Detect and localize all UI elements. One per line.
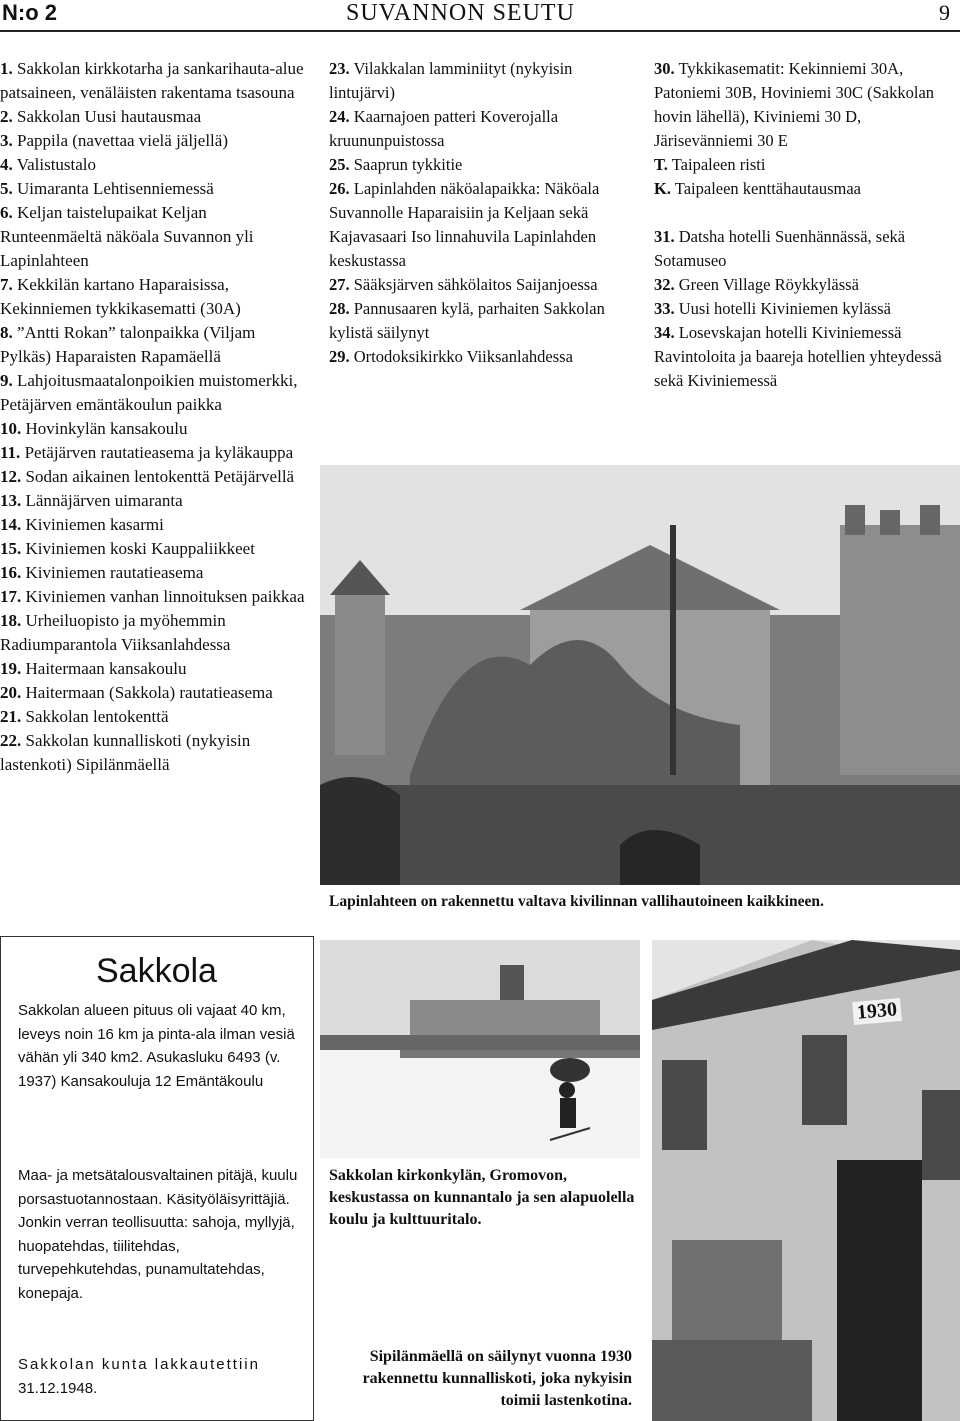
- list-item-text: Vilakkalan lamminiityt (nykyisin lintujärvi): [329, 59, 573, 102]
- list-item: [329, 177, 629, 273]
- list-item-number: 17.: [0, 587, 22, 606]
- village-photo: [320, 940, 640, 1158]
- list-item: [0, 489, 310, 513]
- list-item-text: Pappila (navettaa vielä jäljellä): [12, 131, 228, 150]
- box-title: Sakkola: [96, 952, 217, 990]
- list-item-number: 23.: [329, 59, 350, 78]
- box-economy: Maa- ja metsätalousvaltainen pitäjä, kuulu porsastuotannostaan. Käsityöläisyrittäjiä. Jonkin verran teollisuutta: sahoja, myllyjä, huopatehdas, tiilitehdas, turvepehkutehdas, punamultatehdas, konepaja.: [18, 1167, 298, 1302]
- box-closing-line: Sakkolan kunta lakkautettiin: [18, 1356, 260, 1373]
- sites-list-3a: [654, 57, 954, 201]
- list-item-number: 10.: [0, 419, 22, 438]
- list-item-text: Kiviniemen koski Kauppaliikkeet: [21, 539, 255, 558]
- list-item-text: Kekkilän kartano Haparaisissa, Kekinniemen tykkikasematti (30A): [0, 275, 241, 318]
- list-item-number: 31.: [654, 227, 675, 246]
- list-item-number: 22.: [0, 731, 22, 750]
- castle-caption: Lapinlahteen on rakennettu valtava kivilinnan vallihautoineen kaikkineen.: [329, 893, 824, 910]
- list-item-text: Sakkolan kirkkotarha ja sankarihauta-alue patsaineen, venäläisten rakentama tsasouna: [0, 59, 304, 102]
- box-closing-date: 31.12.1948.: [18, 1380, 98, 1397]
- list-item: [0, 105, 310, 129]
- list-item: [0, 153, 310, 177]
- list-item: [654, 225, 954, 273]
- list-item-text: Kiviniemen vanhan linnoituksen paikkaa: [21, 587, 305, 606]
- list-item-text: Tykkikasematit: Kekinniemi 30A, Patoniemi 30B, Hoviniemi 30C (Sakkolan hovin lähellä), Kiviniemi 30 D, Järisevänniemi 30 E: [654, 59, 935, 150]
- list-item-text: Petäjärven rautatieasema ja kyläkauppa: [20, 443, 294, 462]
- list-item-text: Haitermaan (Sakkola) rautatieasema: [21, 683, 273, 702]
- list-item-text: Uimaranta Lehtisenniemessä: [12, 179, 214, 198]
- list-item: [0, 129, 310, 153]
- list-item: [654, 297, 954, 321]
- list-item: [0, 729, 310, 777]
- list-item-text: Keljan taistelupaikat Keljan Runteenmäeltä näköala Suvannon yli Lapinlahteen: [0, 203, 254, 270]
- list-item-number: 1.: [0, 59, 13, 78]
- list-item: [654, 321, 954, 393]
- list-item-text: Lapinlahden näköalapaikka: Näköala Suvannolle Haparaisiin ja Keljaan sekä Kajavasaari Iso linnahuvila Lapinlahden keskustassa: [329, 179, 600, 270]
- list-item-number: 2.: [0, 107, 13, 126]
- list-item-text: Pannusaaren kylä, parhaiten Sakkolan kylistä säilynyt: [329, 299, 605, 342]
- list-item-text: Losevskajan hotelli Kiviniemessä Ravintoloita ja baareja hotellien yhteydessä sekä Kiviniemessä: [654, 323, 942, 390]
- list-item-number: 16.: [0, 563, 22, 582]
- list-item-text: Hovinkylän kansakoulu: [21, 419, 188, 438]
- list-item: [0, 585, 310, 609]
- sites-list-1: [0, 57, 310, 777]
- list-item-number: 33.: [654, 299, 675, 318]
- list-item-number: 7.: [0, 275, 13, 294]
- list-item-number: 26.: [329, 179, 350, 198]
- list-item-text: Kiviniemen rautatieasema: [21, 563, 204, 582]
- list-item-text: Urheiluopisto ja myöhemmin Radiumparantola Viiksanlahdessa: [0, 611, 231, 654]
- list-item-text: Ortodoksikirkko Viiksanlahdessa: [349, 347, 573, 366]
- list-item-number: 25.: [329, 155, 350, 174]
- list-item-number: 20.: [0, 683, 22, 702]
- list-item: [0, 657, 310, 681]
- list-item: [0, 57, 310, 105]
- list-item: [0, 369, 310, 417]
- list-item-text: Datsha hotelli Suenhännässä, sekä Sotamuseo: [654, 227, 906, 270]
- list-item: [329, 57, 629, 105]
- page-header: [0, 0, 960, 30]
- list-item-text: Sodan aikainen lentokenttä Petäjärvellä: [21, 467, 295, 486]
- list-item-text: Kaarnajoen patteri Koverojalla kruununpuistossa: [329, 107, 559, 150]
- list-item: [0, 537, 310, 561]
- page-number: 9: [939, 0, 950, 25]
- list-item: [654, 177, 954, 201]
- list-item-number: 9.: [0, 371, 13, 390]
- newspaper-title: SUVANNON SEUTU: [346, 0, 575, 26]
- village-caption: Sakkolan kirkonkylän, Gromovon, keskustassa on kunnantalo ja sen alapuolella koulu ja kulttuuritalo.: [329, 1167, 635, 1228]
- house-year-sign: 1930: [852, 998, 902, 1025]
- list-item-number: 5.: [0, 179, 13, 198]
- sites-list-3b: [654, 225, 954, 393]
- sites-list-3: [654, 57, 954, 393]
- list-item-text: Sakkolan Uusi hautausmaa: [12, 107, 202, 126]
- list-item-text: Haitermaan kansakoulu: [21, 659, 187, 678]
- list-item: [0, 321, 310, 369]
- header-rule: [0, 30, 960, 32]
- list-item-number: 14.: [0, 515, 22, 534]
- list-item-text: Uusi hotelli Kiviniemen kylässä: [674, 299, 891, 318]
- list-item-text: Taipaleen risti: [667, 155, 766, 174]
- list-item-number: 18.: [0, 611, 22, 630]
- list-item-text: Kiviniemen kasarmi: [21, 515, 164, 534]
- list-item: [0, 441, 310, 465]
- list-item: [329, 297, 629, 345]
- list-item-number: 13.: [0, 491, 22, 510]
- list-item-text: Valistustalo: [12, 155, 97, 174]
- list-item: [654, 57, 954, 153]
- list-item: [0, 177, 310, 201]
- list-item-text: Saaprun tykkitie: [349, 155, 463, 174]
- list-item-text: Green Village Röykkylässä: [674, 275, 859, 294]
- list-item-number: 24.: [329, 107, 350, 126]
- list-item: [0, 273, 310, 321]
- list-item-number: 6.: [0, 203, 13, 222]
- castle-photo: [320, 465, 960, 885]
- list-item: [329, 153, 629, 177]
- list-item: [0, 561, 310, 585]
- list-item-number: 30.: [654, 59, 675, 78]
- list-item: [0, 417, 310, 441]
- list-item-number: 19.: [0, 659, 22, 678]
- list-item-number: 12.: [0, 467, 22, 486]
- list-item-number: 3.: [0, 131, 13, 150]
- list-item: [0, 465, 310, 489]
- list-item: [654, 153, 954, 177]
- list-item-number: 28.: [329, 299, 350, 318]
- list-item: [0, 201, 310, 273]
- list-item-number: 27.: [329, 275, 350, 294]
- list-item-text: Taipaleen kenttähautausmaa: [670, 179, 862, 198]
- list-item: [0, 513, 310, 537]
- childrens-home-photo: [652, 940, 960, 1421]
- list-item: [654, 273, 954, 297]
- list-item-number: 21.: [0, 707, 22, 726]
- box-facts: Sakkolan alueen pituus oli vajaat 40 km, leveys noin 16 km ja pinta-ala ilman vesiä vähän yli 340 km2. Asukasluku 6493 (v. 1937) Kansakouluja 12 Emäntäkoulu: [18, 1002, 295, 1090]
- list-item-text: Sakkolan lentokenttä: [21, 707, 169, 726]
- list-item-number: 29.: [329, 347, 350, 366]
- list-item-text: Lahjoitusmaatalonpoikien muistomerkki, Petäjärven emäntäkoulun paikka: [0, 371, 298, 414]
- list-item-number: 15.: [0, 539, 22, 558]
- list-item: [0, 609, 310, 657]
- list-item: [0, 681, 310, 705]
- list-item: [329, 345, 629, 369]
- list-item-number: 32.: [654, 275, 675, 294]
- list-item-text: Sääksjärven sähkölaitos Saijanjoessa: [349, 275, 598, 294]
- issue-number: N:o 2: [2, 0, 57, 25]
- list-item-number: T.: [654, 155, 668, 174]
- list-item: [0, 705, 310, 729]
- list-item-text: ”Antti Rokan” talonpaikka (Viljam Pylkäs) Haparaisten Rapamäellä: [0, 323, 256, 366]
- list-item-number: 4.: [0, 155, 13, 174]
- list-item-number: 8.: [0, 323, 13, 342]
- list-item-text: Sakkolan kunnalliskoti (nykyisin lastenkoti) Sipilänmäellä: [0, 731, 251, 774]
- sites-list-2: [329, 57, 629, 369]
- list-item: [329, 105, 629, 153]
- list-item-number: 34.: [654, 323, 675, 342]
- list-item-number: 11.: [0, 443, 21, 462]
- list-item: [329, 273, 629, 297]
- childrens-home-caption: Sipilänmäellä on säilynyt vuonna 1930 rakennettu kunnalliskoti, joka nykyisin toimii lastenkotina.: [362, 1348, 632, 1409]
- list-item-text: Lännäjärven uimaranta: [21, 491, 183, 510]
- list-item-number: K.: [654, 179, 671, 198]
